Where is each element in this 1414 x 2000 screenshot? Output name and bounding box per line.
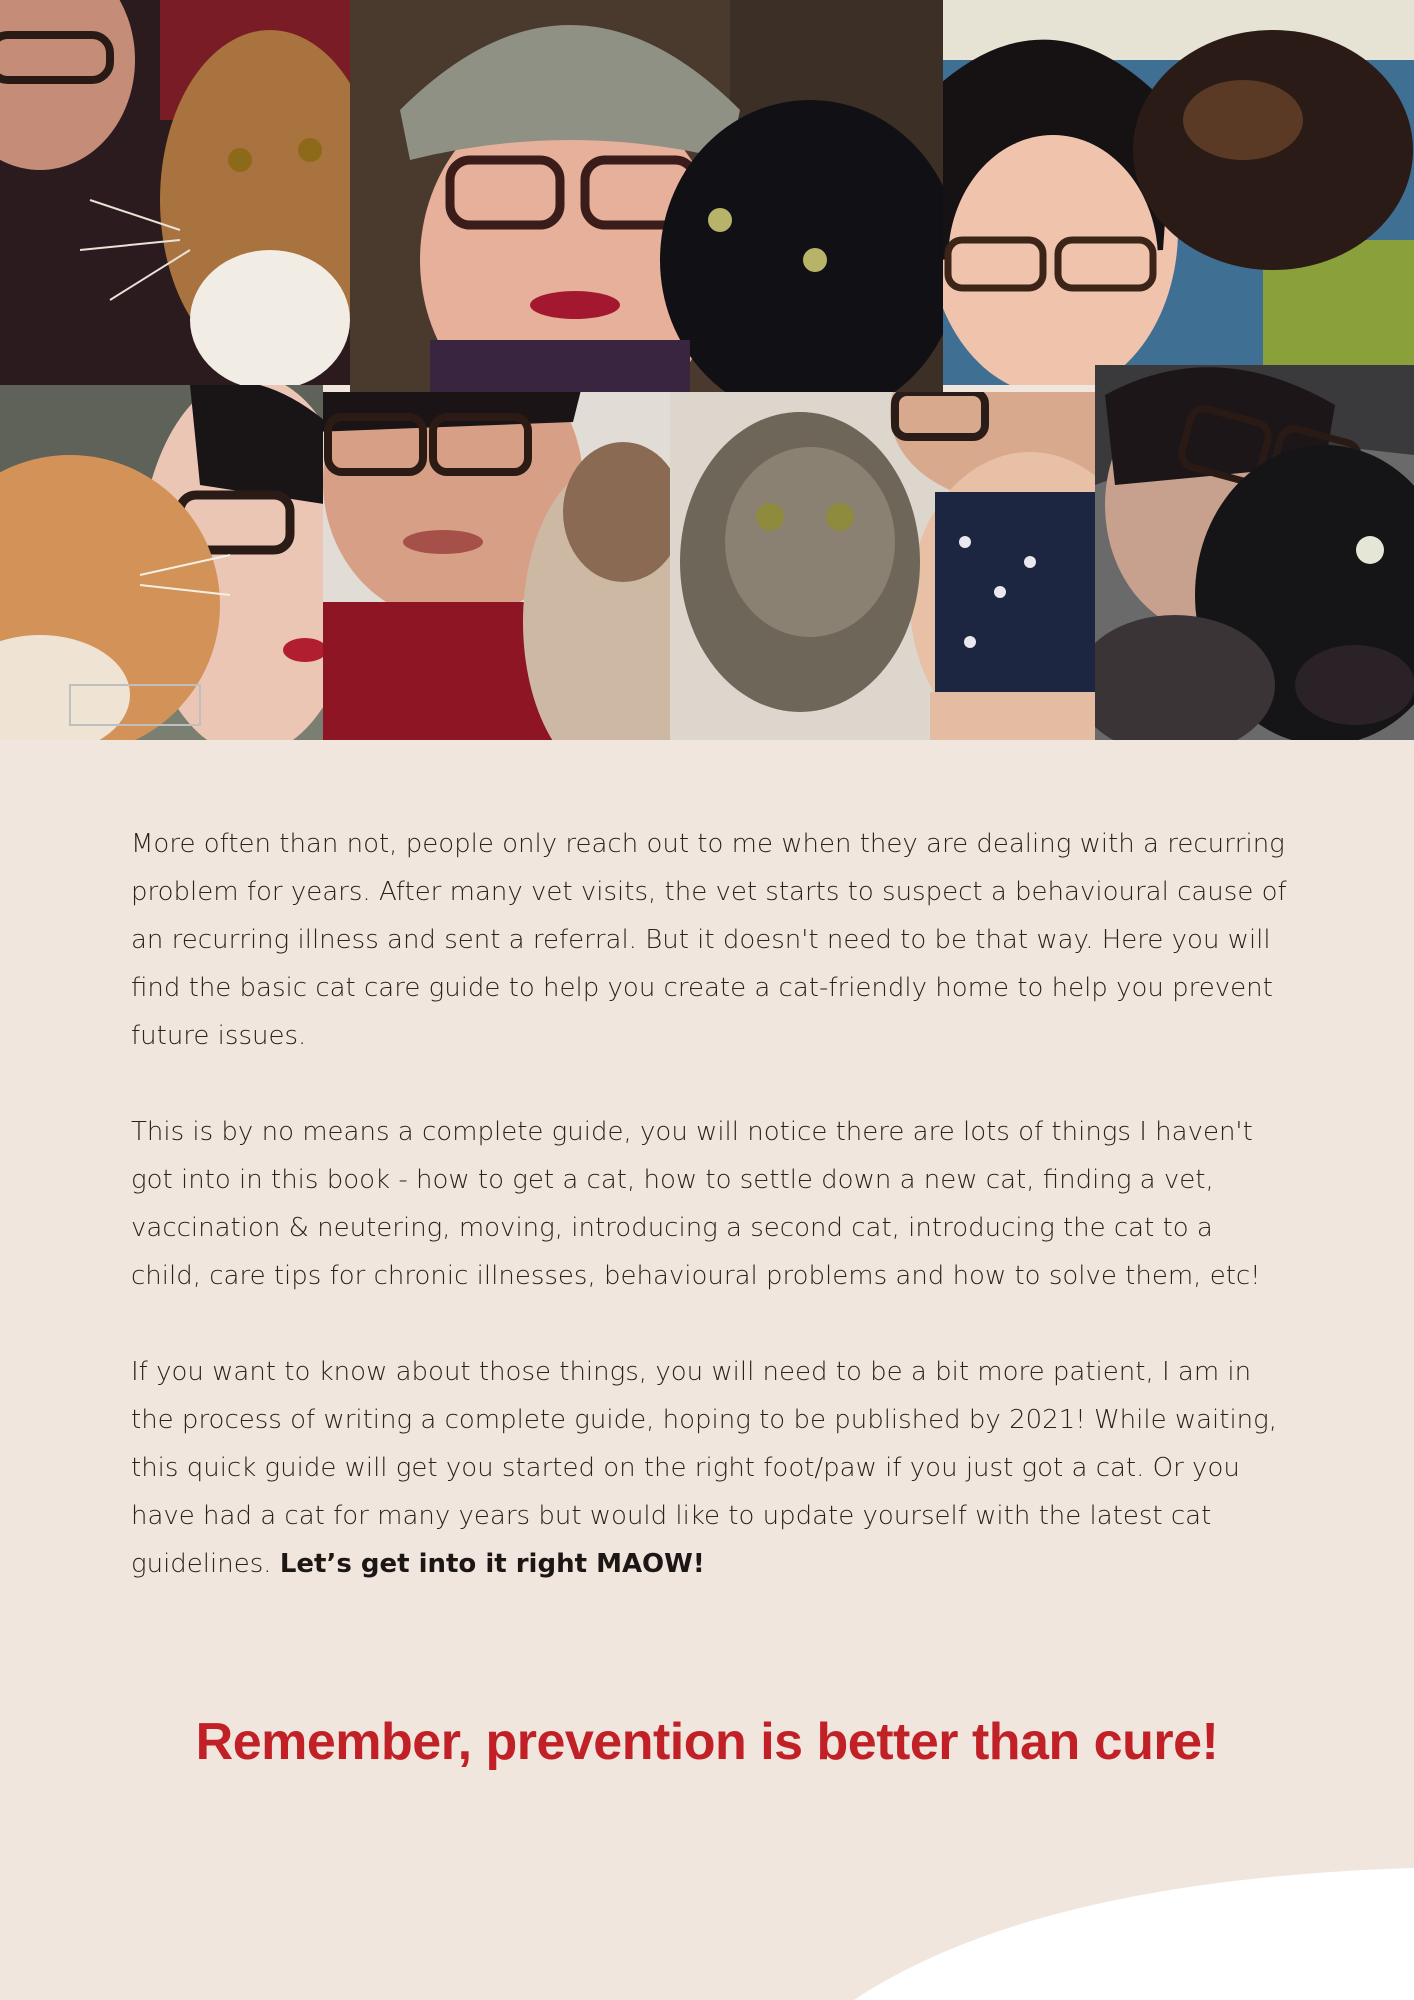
- maow-callout: Let’s get into it right MAOW!: [279, 1549, 705, 1579]
- photo-selfie-tabby-cat: [0, 0, 350, 385]
- intro-text: [131, 820, 1291, 1636]
- photo-selfie-grey-tabby: [670, 392, 1095, 740]
- photo-selfie-black-cat-beanie: [350, 0, 943, 392]
- paragraph-3: If you want to know about those things, you will need to be a bit more patient, I am in the process of writing a complete guide, hoping to be published by 2021! While waiting, this quick guide will get you started on the right foot/paw if you just got a cat. Or you have had a cat for many years but would like to update yourself with the latest cat guidelines. Let’s get into it right MAOW!: [131, 1357, 1278, 1579]
- decorative-wave: [854, 1860, 1414, 2000]
- photo-selfie-red-sweater: [323, 392, 670, 740]
- paragraph-2: This is by no means a complete guide, you will notice there are lots of things I haven't got into in this book - how to get a cat, how to settle down a new cat, finding a vet, vaccination & neutering, moving, introducing a second cat, introducing the cat to a child, care tips for chronic illnesses, behavioural problems and how to solve them, etc!: [131, 1117, 1261, 1291]
- photo-selfie-tortoiseshell-cat: [943, 0, 1414, 385]
- photo-selfie-orange-cat: [0, 385, 323, 740]
- photo-collage: [0, 0, 1414, 740]
- photo-selfie-black-cat-2: [1095, 365, 1414, 740]
- tagline-heading: Remember, prevention is better than cure!: [195, 1713, 1219, 1771]
- paragraph-1: More often than not, people only reach out to me when they are dealing with a recurring problem for years. After many vet visits, the vet starts to suspect a behavioural cause of an recurring illness and sent a referral. But it doesn't need to be that way. Here you will find the basic cat care guide to help you create a cat-friendly home to help you prevent future issues.: [131, 829, 1287, 1051]
